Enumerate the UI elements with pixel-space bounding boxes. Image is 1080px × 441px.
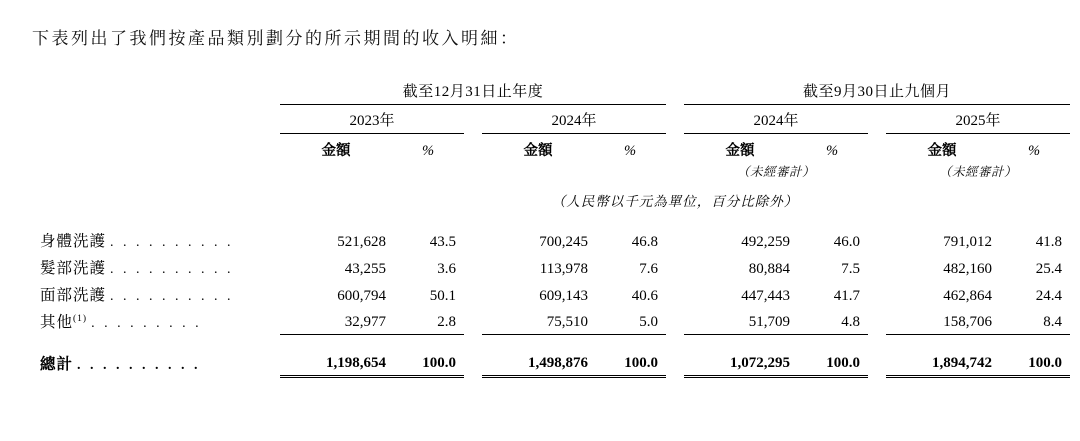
unaudited-note-2025-9m: （未經審計） [938, 165, 1017, 179]
year-header-2025-9m: 2025年 [886, 105, 1070, 134]
cell-percent: 7.5 [841, 260, 860, 277]
gap-cell [868, 105, 886, 134]
gap-cell [464, 307, 482, 334]
gap-cell [464, 253, 482, 280]
cell-percent: 41.8 [1035, 233, 1062, 250]
gap-cell [666, 226, 684, 253]
cell-amount: 51,709 [684, 307, 796, 334]
cell-percent: 8.4 [998, 307, 1070, 334]
cell-percent: 50.1 [429, 287, 456, 304]
total-amount: 1,894,742 [886, 343, 998, 377]
cell-amount: 600,794 [337, 287, 386, 304]
group-header-ninemonths: 截至9月30日止九個月 [684, 80, 1070, 105]
spacer-row [30, 334, 1070, 343]
unaudited-note-row [30, 161, 1070, 180]
note-blank-2023 [280, 161, 464, 180]
empty-corner [30, 80, 280, 105]
row-label-total: 總計 . . . . . . . . . . [40, 355, 201, 373]
group-header-row [30, 80, 1070, 105]
revenue-breakdown-table [30, 80, 1070, 378]
gap-cell [464, 161, 482, 180]
unit-note-row [30, 180, 1070, 226]
cell-percent: 3.6 [437, 260, 456, 277]
column-header-row [30, 134, 1070, 162]
gap-cell [666, 161, 684, 180]
cell-amount: 75,510 [482, 307, 594, 334]
col-percent-2024-9m: % [825, 143, 839, 159]
cell-percent: 25.4 [1035, 260, 1062, 277]
cell-amount: 462,864 [943, 287, 992, 304]
col-amount-2025-9m: 金額 [927, 143, 957, 159]
spacer-cell [30, 334, 1070, 343]
year-header-2024-9m: 2024年 [684, 105, 868, 134]
cell-amount: 609,143 [539, 287, 588, 304]
cell-amount: 80,884 [748, 260, 790, 277]
cell-amount: 158,706 [886, 307, 998, 334]
cell-percent: 43.5 [429, 233, 456, 250]
total-percent: 100.0 [998, 343, 1070, 377]
leader-dots: . . . . . . . . . . [110, 288, 234, 304]
table-row [30, 226, 1070, 253]
gap-cell [666, 134, 684, 162]
gap-cell [666, 343, 684, 377]
gap-cell [464, 280, 482, 307]
cell-amount: 791,012 [943, 233, 992, 250]
gap-cell [666, 80, 684, 105]
year-header-row [30, 105, 1070, 134]
cell-amount: 32,977 [280, 307, 392, 334]
cell-amount: 482,160 [943, 260, 992, 277]
cell-percent: 40.6 [631, 287, 658, 304]
gap-cell [868, 307, 886, 334]
cell-percent: 5.0 [594, 307, 666, 334]
gap-cell [868, 343, 886, 377]
cell-percent: 2.8 [392, 307, 464, 334]
gap-cell [464, 105, 482, 134]
total-amount: 1,498,876 [482, 343, 594, 377]
cell-amount: 447,443 [741, 287, 790, 304]
unit-note: （人民幣以千元為單位，百分比除外） [551, 194, 799, 209]
gap-cell [868, 280, 886, 307]
row-label-others: 其他$^{(1)}$ . . . . . . . . . [40, 313, 202, 331]
col-percent-2024fy: % [623, 143, 637, 159]
cell-amount: 492,259 [741, 233, 790, 250]
col-amount-2023: 金額 [321, 143, 351, 159]
gap-cell [868, 161, 886, 180]
gap-cell [464, 134, 482, 162]
total-percent: 100.0 [392, 343, 464, 377]
leader-dots: . . . . . . . . . . [110, 261, 234, 277]
table-row [30, 253, 1070, 280]
empty-corner-3 [30, 134, 280, 162]
cell-amount: 700,245 [539, 233, 588, 250]
gap-cell [666, 307, 684, 334]
col-amount-2024-9m: 金額 [725, 143, 755, 159]
gap-cell [666, 280, 684, 307]
total-amount: 1,198,654 [280, 343, 392, 377]
leader-dots: . . . . . . . . . . [77, 357, 201, 373]
total-percent: 100.0 [796, 343, 868, 377]
cell-percent: 41.7 [833, 287, 860, 304]
empty-corner-4 [30, 161, 280, 180]
col-amount-2024fy: 金額 [523, 143, 553, 159]
cell-amount: 43,255 [344, 260, 386, 277]
row-label-hair-care: 髮部洗護 . . . . . . . . . . [40, 259, 234, 277]
gap-cell [868, 134, 886, 162]
total-amount: 1,072,295 [684, 343, 796, 377]
table-row [30, 307, 1070, 334]
leader-dots: . . . . . . . . . . [110, 234, 234, 250]
table-row [30, 280, 1070, 307]
cell-percent: 46.0 [833, 233, 860, 250]
intro-paragraph: 下表列出了我們按產品類別劃分的所示期間的收入明細： [32, 29, 520, 48]
row-label-face-care: 面部洗護 . . . . . . . . . . [40, 286, 234, 304]
gap-cell [666, 253, 684, 280]
empty-corner-5 [30, 180, 280, 226]
col-percent-2025-9m: % [1027, 143, 1041, 159]
gap-cell [464, 343, 482, 377]
note-blank-2024fy [482, 161, 666, 180]
gap-cell [666, 105, 684, 134]
empty-corner-2 [30, 105, 280, 134]
cell-percent: 24.4 [1035, 287, 1062, 304]
gap-cell [868, 253, 886, 280]
group-header-year: 截至12月31日止年度 [280, 80, 666, 105]
unaudited-note-2024-9m: （未經審計） [736, 165, 815, 179]
total-percent: 100.0 [594, 343, 666, 377]
cell-percent: 7.6 [639, 260, 658, 277]
cell-amount: 521,628 [337, 233, 386, 250]
row-label-body-care: 身體洗護 . . . . . . . . . . [40, 232, 234, 250]
total-row [30, 343, 1070, 377]
year-header-2024-fy: 2024年 [482, 105, 666, 134]
col-percent-2023: % [421, 143, 435, 159]
cell-percent: 46.8 [631, 233, 658, 250]
year-header-2023: 2023年 [280, 105, 464, 134]
gap-cell [464, 226, 482, 253]
leader-dots: . . . . . . . . . [91, 315, 202, 331]
cell-percent: 4.8 [796, 307, 868, 334]
gap-cell [868, 226, 886, 253]
footnote-marker: (1) [73, 313, 88, 324]
cell-amount: 113,978 [539, 260, 588, 277]
